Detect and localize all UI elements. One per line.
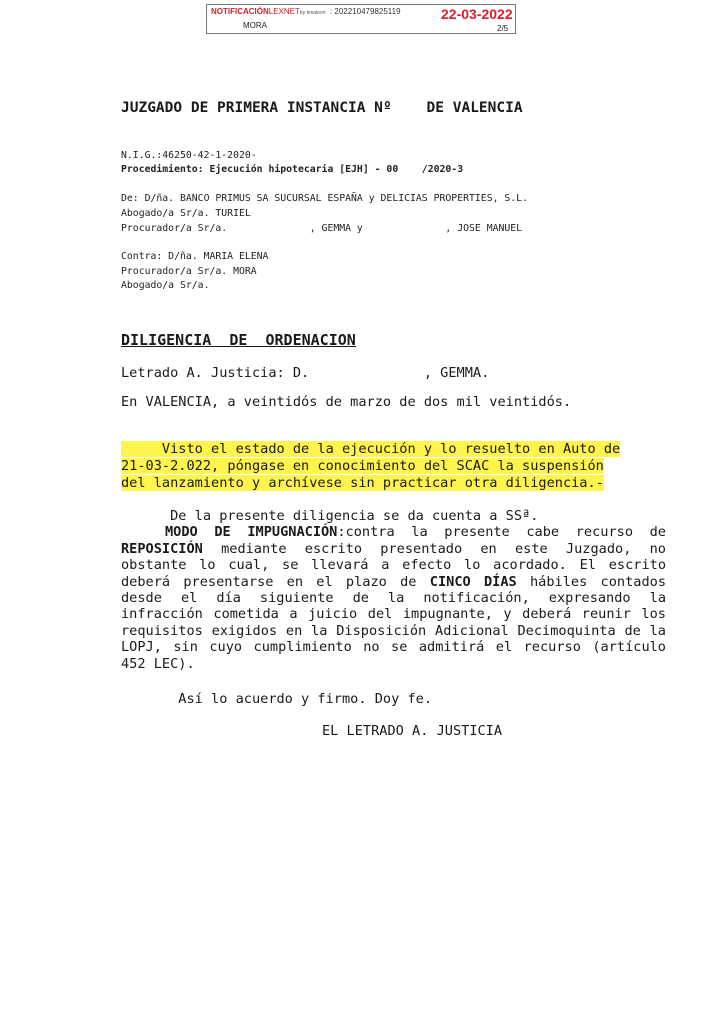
party-contra-abogado: Abogado/a Sr/a. bbox=[121, 280, 210, 291]
stamp-notification-line bbox=[211, 7, 401, 16]
letrado-line: Letrado A. Justicia: D. , GEMMA. bbox=[121, 365, 490, 381]
stamp-notif-label: NOTIFICACIÓN bbox=[211, 7, 269, 16]
highlight-line: Visto el estado de la ejecución y lo resuelto en Auto de bbox=[121, 441, 621, 457]
cuenta-line: De la presente diligencia se da cuenta a SSª. bbox=[121, 508, 539, 524]
place-date-line: En VALENCIA, a veintidós de marzo de dos mil veintidós. bbox=[121, 394, 572, 410]
stamp-system: LEXNET bbox=[268, 7, 300, 16]
stamp-sender: MORA bbox=[243, 21, 267, 30]
stamp-page-number: 2/5 bbox=[497, 24, 509, 33]
signature-line: EL LETRADO A. JUSTICIA bbox=[322, 723, 503, 739]
document-body bbox=[121, 508, 666, 672]
modo-label: MODO DE IMPUGNACIÓN bbox=[165, 524, 338, 541]
highlight-line: 21-03-2.022, póngase en conocimiento del SCAC la suspensión bbox=[121, 458, 604, 474]
plazo-label: CINCO DÍAS bbox=[429, 573, 517, 590]
court-title: JUZGADO DE PRIMERA INSTANCIA Nº DE VALENCIA bbox=[121, 100, 523, 116]
highlighted-resolution bbox=[121, 441, 668, 492]
stamp-number: 202210479825119 bbox=[334, 7, 401, 16]
stamp-separator: : bbox=[329, 7, 333, 16]
party-de: De: D/ña. BANCO PRIMUS SA SUCURSAL ESPAÑA y DELICIAS PROPERTIES, S.L. bbox=[121, 193, 528, 204]
notification-stamp bbox=[206, 4, 516, 34]
document-title: DILIGENCIA DE ORDENACION bbox=[121, 331, 356, 349]
highlight-line: del lanzamiento y archívese sin practicar otra diligencia.- bbox=[121, 475, 604, 491]
procedimiento-line: Procedimiento: Ejecución hipotecaria [EJH] - 00 /2020-3 bbox=[121, 164, 464, 175]
party-abogado: Abogado/a Sr/a. TURIEL bbox=[121, 208, 251, 219]
stamp-by: by kmaleon bbox=[299, 10, 326, 16]
reposicion-label: REPOSICIÓN bbox=[121, 540, 203, 557]
party-contra-procurador: Procurador/a Sr/a. MORA bbox=[121, 266, 257, 277]
nig-line: N.I.G.:46250-42-1-2020- bbox=[121, 150, 257, 161]
closing-line: Así lo acuerdo y firmo. Doy fe. bbox=[121, 691, 432, 707]
party-procurador: Procurador/a Sr/a. , GEMMA y , JOSE MANUEL bbox=[121, 223, 523, 234]
party-contra: Contra: D/ña. MARIA ELENA bbox=[121, 251, 269, 262]
impugnacion-paragraph: MODO DE IMPUGNACIÓN:contra la presente cabe recurso de REPOSICIÓN mediante escrito presentado en este Juzgado, no obstante lo cual, se llevará a efecto lo acordado. El escrito deberá presentarse en el plazo de CINCO DÍAS hábiles contados desde el día siguiente de la notificación, expresando la infracción cometida a juicio del impugnante, y deberá reunir los requisitos exigidos en la Disposición Adicional Decimoquinta de la LOPJ, sin cuyo cumplimiento no se admitirá el recurso (artículo 452 LEC). bbox=[121, 524, 666, 672]
stamp-date: 22-03-2022 bbox=[441, 6, 513, 22]
